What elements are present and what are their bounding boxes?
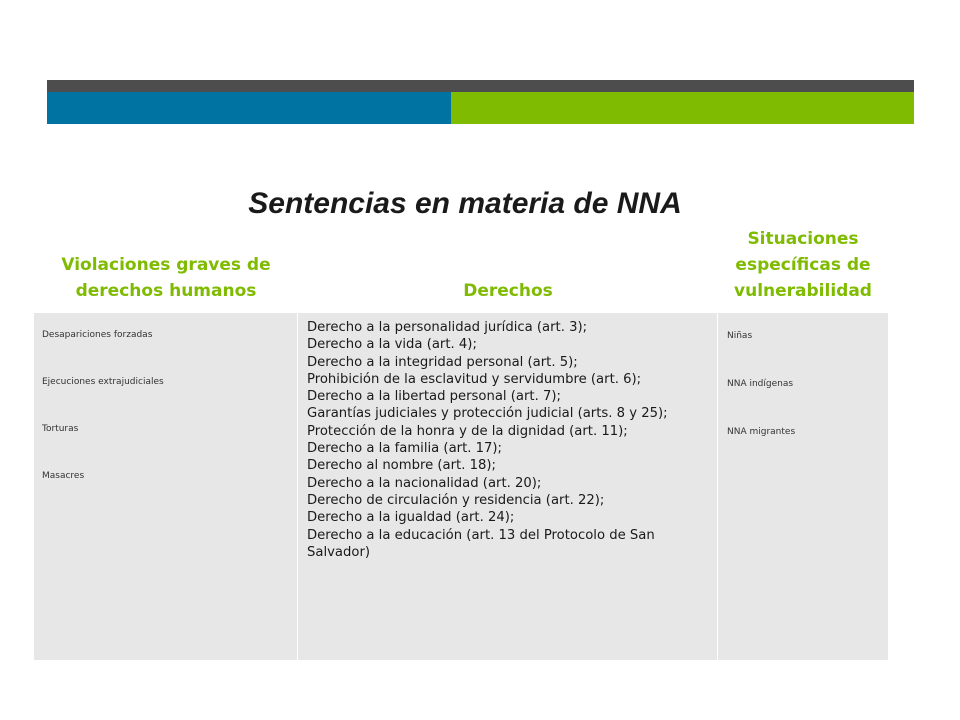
- right-item: Garantías judiciales y protección judicial (arts. 8 y 25);: [307, 406, 668, 422]
- violation-item: Torturas: [42, 424, 79, 434]
- vulnerability-item: Niñas: [727, 331, 753, 341]
- right-item: Prohibición de la esclavitud y servidumbre (art. 6);: [307, 371, 642, 387]
- header-violations: Violaciones graves de derechos humanos: [61, 255, 271, 301]
- right-item: Derecho al nombre (art. 18);: [307, 458, 496, 474]
- content-table: [34, 313, 888, 660]
- right-item: Derecho a la libertad personal (art. 7);: [307, 389, 561, 405]
- right-item: Derecho a la familia (art. 17);: [307, 441, 502, 457]
- violation-item: Masacres: [42, 471, 85, 481]
- right-item: Derecho a la integridad personal (art. 5);: [307, 354, 578, 370]
- right-item: Derecho a la igualdad (art. 24);: [307, 510, 515, 526]
- violation-item: Ejecuciones extrajudiciales: [42, 377, 164, 387]
- vulnerability-item: NNA indígenas: [727, 379, 794, 389]
- right-item: Derecho de circulación y residencia (art. 22);: [307, 492, 605, 508]
- rights-list: [307, 319, 709, 561]
- right-item: Derecho a la educación (art. 13 del Protocolo de San Salvador): [307, 527, 655, 560]
- vulnerability-item: NNA migrantes: [727, 427, 796, 437]
- slide-title: Sentencias en materia de NNA: [248, 187, 682, 220]
- decorative-green-bar: [451, 92, 914, 124]
- header-rights: Derechos: [463, 281, 553, 301]
- right-item: Derecho a la vida (art. 4);: [307, 337, 477, 353]
- violations-cell: [34, 313, 298, 660]
- right-item: Derecho a la personalidad jurídica (art. 3);: [307, 320, 588, 335]
- decorative-dark-bar: [47, 80, 914, 92]
- rights-cell: [298, 313, 718, 660]
- header-vulnerability: Situaciones específicas de vulnerabilidad: [734, 229, 872, 301]
- right-item: Derecho a la nacionalidad (art. 20);: [307, 475, 542, 491]
- decorative-blue-bar: [47, 92, 451, 124]
- vulnerability-cell: [718, 313, 888, 660]
- violation-item: Desapariciones forzadas: [42, 330, 153, 340]
- right-item: Protección de la honra y de la dignidad (art. 11);: [307, 423, 628, 439]
